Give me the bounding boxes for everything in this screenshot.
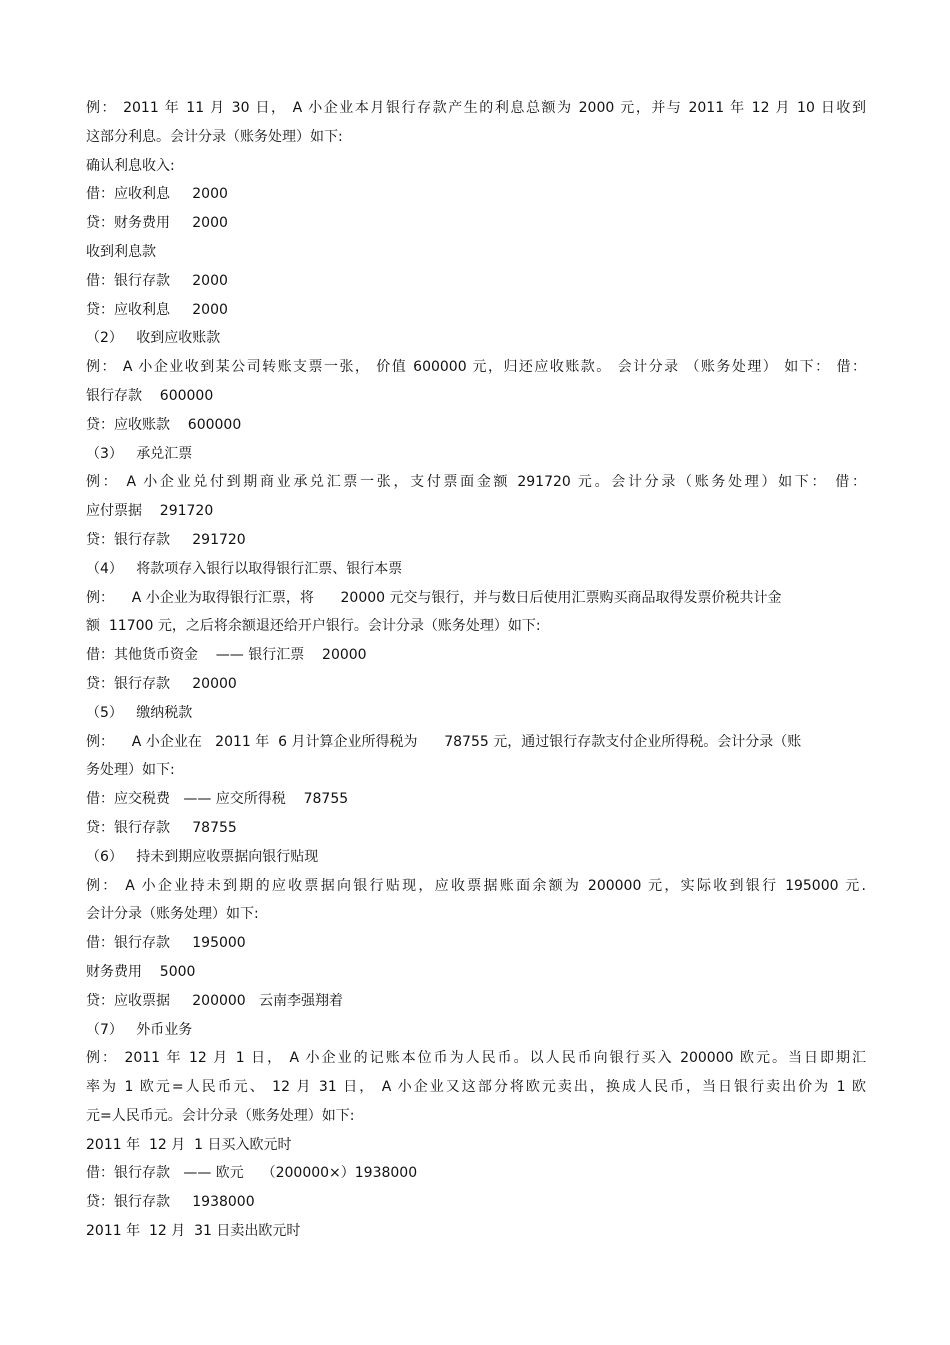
text-line: 这部分利息。会计分录（账务处理）如下: [86,128,343,145]
text-line: 贷：财务费用 2000 [86,215,228,232]
text-line: 例： A 小企业兑付到期商业承兑汇票一张，支付票面金额 291720 元。会计分录（账务处理）如下： 借： [86,474,866,491]
text-line: 务处理）如下: [86,762,175,779]
text-line: 借：银行存款 2000 [86,272,228,289]
text-line: 贷：银行存款 1938000 [86,1194,255,1211]
text-line: （5） 缴纳税款 [86,704,193,721]
text-line: （4） 将款项存入银行以取得银行汇票、银行本票 [86,560,403,577]
text-line: 2011 年 12 月 1 日买入欧元时 [86,1136,292,1153]
text-line: 借：应交税费 —— 应交所得税 78755 [86,791,349,808]
text-line: 率为 1 欧元=人民币元、 12 月 31 日， A 小企业又这部分将欧元卖出，换成人民币，当日银行卖出价为 1 欧 [86,1079,866,1096]
text-line: 例： A 小企业持未到期的应收票据向银行贴现，应收票据账面余额为 200000 元，实际收到银行 195000 元. [86,877,866,894]
text-line: 收到利息款 [86,243,156,260]
text-line: 银行存款 600000 [86,387,214,404]
text-line: 贷：银行存款 291720 [86,531,246,548]
text-line: 借：应收利息 2000 [86,186,228,203]
text-line: 额 11700 元，之后将余额退还给开户银行。会计分录（账务处理）如下: [86,618,541,635]
text-line: 例： A 小企业为取得银行汇票，将 20000 元交与银行，并与数日后使用汇票购买商品取得发票价税共计金 [86,589,782,606]
text-line: 借：银行存款 —— 欧元 （200000×）1938000 [86,1165,418,1182]
text-line: 借：其他货币资金 —— 银行汇票 20000 [86,647,367,664]
text-line: 会计分录（账务处理）如下: [86,906,259,923]
text-line: 2011 年 12 月 31 日卖出欧元时 [86,1223,301,1240]
text-line: 确认利息收入: [86,157,175,174]
text-line: 借：银行存款 195000 [86,935,246,952]
text-line: 例： A 小企业在 2011 年 6 月计算企业所得税为 78755 元，通过银行存款支付企业所得税。会计分录（账 [86,733,802,750]
text-line: 贷：银行存款 78755 [86,819,237,836]
text-line: 例： 2011 年 11 月 30 日， A 小企业本月银行存款产生的利息总额为 2000 元，并与 2011 年 12 月 10 日收到 [86,100,866,116]
text-line: 例： A 小企业收到某公司转账支票一张， 价值 600000 元，归还应收账款。 会计分录 （账务处理） 如下： 借： [86,359,866,376]
text-line: （2） 收到应收账款 [86,330,221,347]
text-line: 贷：应收票据 200000 云南李强翔着 [86,992,344,1009]
text-line: （3） 承兑汇票 [86,445,193,462]
document-page [86,94,866,1246]
text-line: 贷：应收利息 2000 [86,301,228,318]
text-line: 贷：银行存款 20000 [86,675,237,692]
text-line: 例： 2011 年 12 月 1 日， A 小企业的记账本位币为人民币。以人民币向银行买入 200000 欧元。当日即期汇 [86,1050,866,1067]
text-line: （6） 持未到期应收票据向银行贴现 [86,848,319,865]
text-line: （7） 外币业务 [86,1021,193,1038]
text-line: 贷：应收账款 600000 [86,416,242,433]
text-line: 应付票据 291720 [86,503,214,520]
text-line: 财务费用 5000 [86,963,196,980]
text-line: 元=人民币元。会计分录（账务处理）如下: [86,1107,355,1124]
